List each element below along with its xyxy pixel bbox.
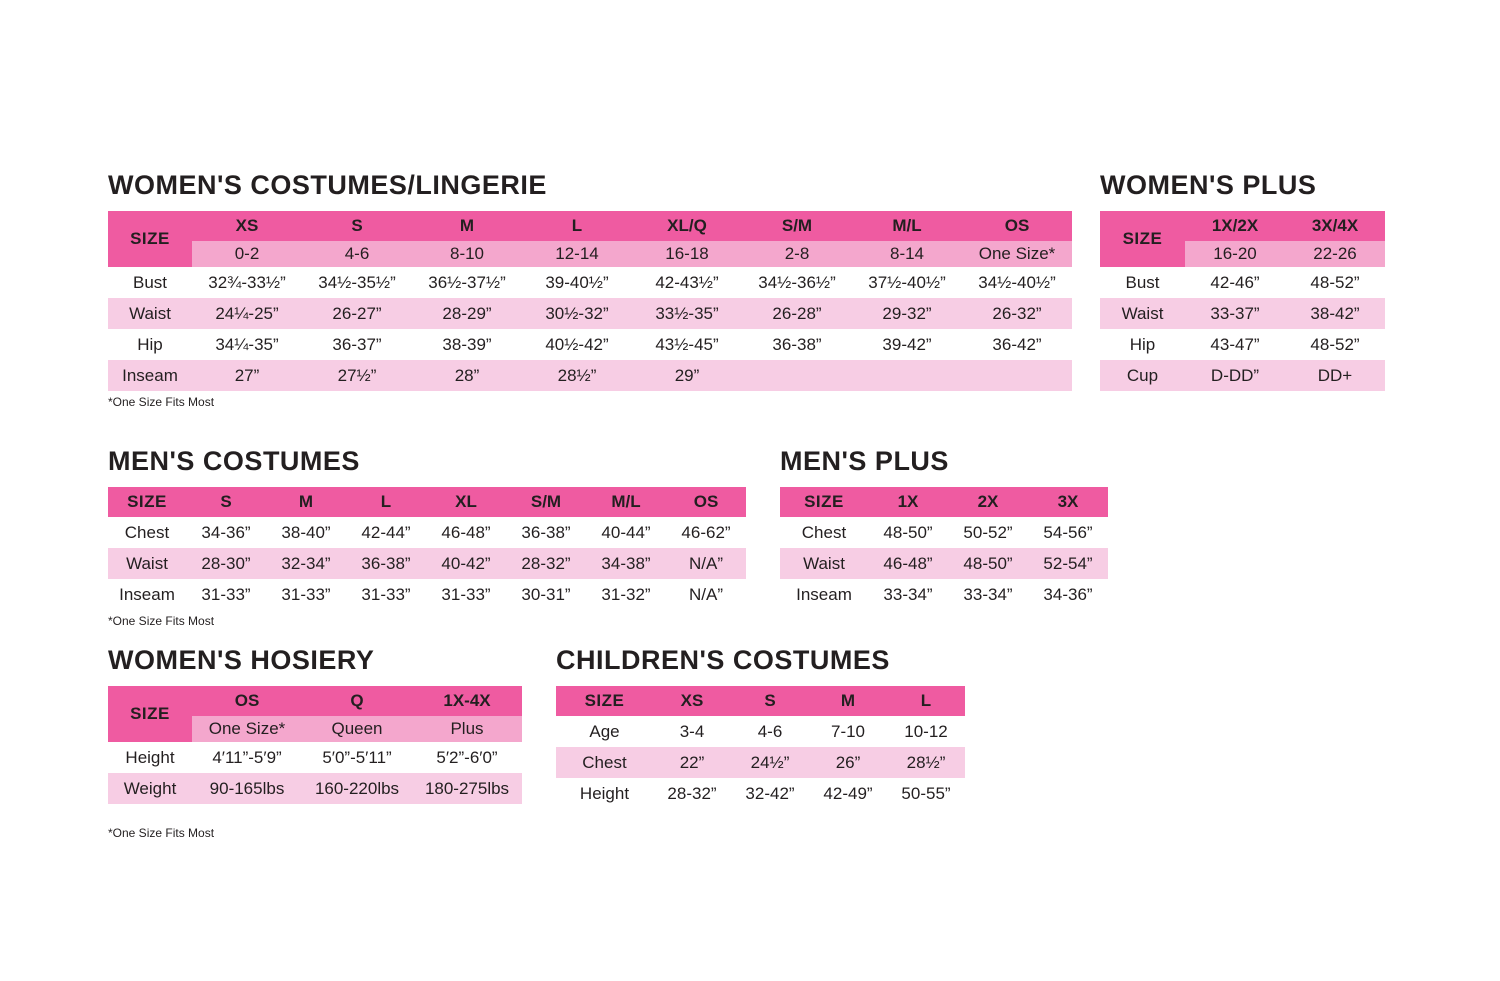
cell: 32¾-33½” xyxy=(192,267,302,298)
cell: 43½-45” xyxy=(632,329,742,360)
table-row xyxy=(108,548,746,579)
cell: 5′2”-6′0” xyxy=(412,742,522,773)
table-header-row xyxy=(1100,211,1385,241)
row-label: Waist xyxy=(1100,298,1185,329)
column-header: S xyxy=(302,211,412,241)
cell: 37½-40½” xyxy=(852,267,962,298)
cell: 46-48” xyxy=(868,548,948,579)
cell: 36½-37½” xyxy=(412,267,522,298)
row-label: Waist xyxy=(108,298,192,329)
cell: 36-38” xyxy=(346,548,426,579)
womens-costumes-table xyxy=(108,211,1072,391)
cell: 48-50” xyxy=(868,517,948,548)
cell: D-DD” xyxy=(1185,360,1285,391)
table-row xyxy=(1100,267,1385,298)
table-header-row xyxy=(780,487,1108,517)
cell: 36-37” xyxy=(302,329,412,360)
column-header: OS xyxy=(666,487,746,517)
mens-costumes-table xyxy=(108,487,746,610)
cell: 26-32” xyxy=(962,298,1072,329)
cell: 28-29” xyxy=(412,298,522,329)
table-row xyxy=(780,579,1108,610)
mens-plus-title: MEN'S PLUS xyxy=(780,446,949,476)
table-subheader-row xyxy=(108,241,1072,267)
cell: 28-32” xyxy=(653,778,731,809)
column-header: S/M xyxy=(742,211,852,241)
cell: DD+ xyxy=(1285,360,1385,391)
cell: 39-40½” xyxy=(522,267,632,298)
size-label: SIZE xyxy=(556,686,653,716)
cell: 38-40” xyxy=(266,517,346,548)
footnote: *One Size Fits Most xyxy=(108,614,215,628)
column-header: S/M xyxy=(506,487,586,517)
cell: 28½” xyxy=(522,360,632,391)
cell: 36-42” xyxy=(962,329,1072,360)
table-row xyxy=(1100,360,1385,391)
cell: 27” xyxy=(192,360,302,391)
cell: 31-32” xyxy=(586,579,666,610)
cell: 32-42” xyxy=(731,778,809,809)
row-label: Inseam xyxy=(108,579,186,610)
cell: 42-46” xyxy=(1185,267,1285,298)
column-header: L xyxy=(522,211,632,241)
cell: 90-165lbs xyxy=(192,773,302,804)
cell: 180-275lbs xyxy=(412,773,522,804)
womens-plus-table xyxy=(1100,211,1385,391)
cell: 42-43½” xyxy=(632,267,742,298)
column-header: 3X/4X xyxy=(1285,211,1385,241)
cell: 50-55” xyxy=(887,778,965,809)
cell: 38-39” xyxy=(412,329,522,360)
table-row xyxy=(108,267,1072,298)
cell: N/A” xyxy=(666,579,746,610)
row-label: Inseam xyxy=(108,360,192,391)
cell: 7-10 xyxy=(809,716,887,747)
table-header-row xyxy=(108,211,1072,241)
cell: 39-42” xyxy=(852,329,962,360)
size-label: SIZE xyxy=(780,487,868,517)
row-label: Hip xyxy=(108,329,192,360)
table-header-row xyxy=(108,487,746,517)
womens-costumes-title: WOMEN'S COSTUMES/LINGERIE xyxy=(108,170,547,200)
cell: 29-32” xyxy=(852,298,962,329)
childrens-costumes-table xyxy=(556,686,965,809)
column-header: M xyxy=(809,686,887,716)
row-label: Inseam xyxy=(780,579,868,610)
cell xyxy=(852,360,962,391)
cell: 30½-32” xyxy=(522,298,632,329)
cell: 3-4 xyxy=(653,716,731,747)
column-header: 1X-4X xyxy=(412,686,522,716)
womens-plus-title: WOMEN'S PLUS xyxy=(1100,170,1317,200)
table-row xyxy=(108,329,1072,360)
cell: 48-50” xyxy=(948,548,1028,579)
column-subheader: One Size* xyxy=(192,716,302,742)
cell: 43-47” xyxy=(1185,329,1285,360)
cell: 32-34” xyxy=(266,548,346,579)
table-row xyxy=(556,778,965,809)
womens-costumes-chart xyxy=(108,170,1072,409)
cell: 28” xyxy=(412,360,522,391)
cell: 40-44” xyxy=(586,517,666,548)
table-row xyxy=(108,517,746,548)
column-header: 2X xyxy=(948,487,1028,517)
column-subheader: 4-6 xyxy=(302,241,412,267)
column-subheader: 0-2 xyxy=(192,241,302,267)
column-subheader: 8-14 xyxy=(852,241,962,267)
column-subheader: 16-20 xyxy=(1185,241,1285,267)
cell: 28-32” xyxy=(506,548,586,579)
row-label: Height xyxy=(556,778,653,809)
column-subheader: 2-8 xyxy=(742,241,852,267)
mens-costumes-chart xyxy=(108,446,746,628)
column-header: OS xyxy=(192,686,302,716)
cell: 24¼-25” xyxy=(192,298,302,329)
column-subheader: Plus xyxy=(412,716,522,742)
cell: 40-42” xyxy=(426,548,506,579)
childrens-costumes-chart xyxy=(556,645,965,809)
mens-plus-table xyxy=(780,487,1108,610)
cell: 30-31” xyxy=(506,579,586,610)
cell: 10-12 xyxy=(887,716,965,747)
cell: 40½-42” xyxy=(522,329,632,360)
cell: 34½-36½” xyxy=(742,267,852,298)
row-label: Age xyxy=(556,716,653,747)
table-row xyxy=(1100,329,1385,360)
cell: 48-52” xyxy=(1285,329,1385,360)
cell: 33-34” xyxy=(868,579,948,610)
childrens-costumes-title: CHILDREN'S COSTUMES xyxy=(556,645,890,675)
cell: 34½-40½” xyxy=(962,267,1072,298)
column-header: 3X xyxy=(1028,487,1108,517)
cell: 34¼-35” xyxy=(192,329,302,360)
cell: 4′11”-5′9” xyxy=(192,742,302,773)
cell: 160-220lbs xyxy=(302,773,412,804)
cell: 54-56” xyxy=(1028,517,1108,548)
size-label: SIZE xyxy=(108,211,192,267)
cell: 26” xyxy=(809,747,887,778)
row-label: Chest xyxy=(780,517,868,548)
row-label: Weight xyxy=(108,773,192,804)
column-header: M xyxy=(266,487,346,517)
size-label: SIZE xyxy=(108,487,186,517)
cell: 38-42” xyxy=(1285,298,1385,329)
column-header: 1X/2X xyxy=(1185,211,1285,241)
table-row xyxy=(780,517,1108,548)
column-header: S xyxy=(731,686,809,716)
table-header-row xyxy=(108,686,522,716)
footnote: *One Size Fits Most xyxy=(108,395,215,409)
column-header: OS xyxy=(962,211,1072,241)
cell: 34-36” xyxy=(186,517,266,548)
cell: 31-33” xyxy=(346,579,426,610)
table-row xyxy=(556,716,965,747)
cell: 48-52” xyxy=(1285,267,1385,298)
cell: 33½-35” xyxy=(632,298,742,329)
cell: 42-44” xyxy=(346,517,426,548)
cell: 36-38” xyxy=(506,517,586,548)
row-label: Hip xyxy=(1100,329,1185,360)
row-label: Waist xyxy=(108,548,186,579)
cell: 33-37” xyxy=(1185,298,1285,329)
cell: 24½” xyxy=(731,747,809,778)
table-row xyxy=(108,742,522,773)
column-header: Q xyxy=(302,686,412,716)
table-row xyxy=(780,548,1108,579)
cell: 46-62” xyxy=(666,517,746,548)
cell: 5′0”-5′11” xyxy=(302,742,412,773)
column-header: L xyxy=(887,686,965,716)
table-row xyxy=(108,773,522,804)
cell xyxy=(742,360,852,391)
table-row xyxy=(556,747,965,778)
cell: 34-36” xyxy=(1028,579,1108,610)
row-label: Height xyxy=(108,742,192,773)
column-header: M xyxy=(412,211,522,241)
cell: 52-54” xyxy=(1028,548,1108,579)
womens-hosiery-table xyxy=(108,686,522,804)
cell: 34½-35½” xyxy=(302,267,412,298)
column-header: L xyxy=(346,487,426,517)
cell: 28½” xyxy=(887,747,965,778)
cell: 28-30” xyxy=(186,548,266,579)
row-label: Bust xyxy=(108,267,192,298)
row-label: Waist xyxy=(780,548,868,579)
table-row xyxy=(108,360,1072,391)
column-header: S xyxy=(186,487,266,517)
column-header: XL xyxy=(426,487,506,517)
column-header: XS xyxy=(192,211,302,241)
mens-costumes-title: MEN'S COSTUMES xyxy=(108,446,360,476)
cell: 4-6 xyxy=(731,716,809,747)
cell xyxy=(962,360,1072,391)
column-subheader: 16-18 xyxy=(632,241,742,267)
table-row xyxy=(108,579,746,610)
cell: 31-33” xyxy=(186,579,266,610)
cell: 36-38” xyxy=(742,329,852,360)
column-subheader: 12-14 xyxy=(522,241,632,267)
cell: N/A” xyxy=(666,548,746,579)
footnote: *One Size Fits Most xyxy=(108,826,215,840)
table-header-row xyxy=(556,686,965,716)
womens-plus-chart xyxy=(1100,170,1385,391)
cell: 46-48” xyxy=(426,517,506,548)
row-label: Bust xyxy=(1100,267,1185,298)
cell: 31-33” xyxy=(266,579,346,610)
cell: 22” xyxy=(653,747,731,778)
table-row xyxy=(1100,298,1385,329)
column-subheader: One Size* xyxy=(962,241,1072,267)
row-label: Chest xyxy=(556,747,653,778)
column-subheader: Queen xyxy=(302,716,412,742)
column-subheader: 22-26 xyxy=(1285,241,1385,267)
cell: 29” xyxy=(632,360,742,391)
cell: 50-52” xyxy=(948,517,1028,548)
column-header: 1X xyxy=(868,487,948,517)
table-row xyxy=(108,298,1072,329)
cell: 33-34” xyxy=(948,579,1028,610)
row-label: Cup xyxy=(1100,360,1185,391)
mens-plus-chart xyxy=(780,446,1108,610)
cell: 42-49” xyxy=(809,778,887,809)
size-label: SIZE xyxy=(108,686,192,742)
column-header: M/L xyxy=(852,211,962,241)
column-subheader: 8-10 xyxy=(412,241,522,267)
column-header: XS xyxy=(653,686,731,716)
row-label: Chest xyxy=(108,517,186,548)
cell: 27½” xyxy=(302,360,412,391)
column-header: XL/Q xyxy=(632,211,742,241)
size-label: SIZE xyxy=(1100,211,1185,267)
column-header: M/L xyxy=(586,487,666,517)
womens-hosiery-title: WOMEN'S HOSIERY xyxy=(108,645,375,675)
cell: 26-28” xyxy=(742,298,852,329)
womens-hosiery-chart xyxy=(108,645,522,840)
cell: 34-38” xyxy=(586,548,666,579)
cell: 31-33” xyxy=(426,579,506,610)
cell: 26-27” xyxy=(302,298,412,329)
